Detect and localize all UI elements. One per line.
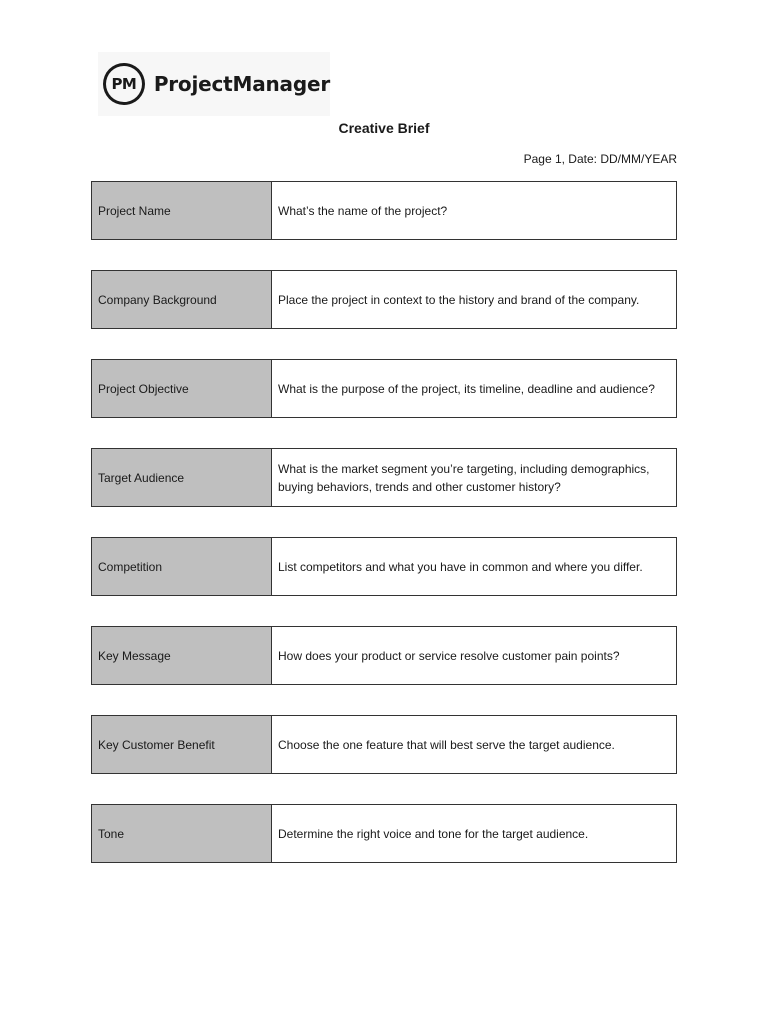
row-value-field[interactable]: What is the purpose of the project, its timeline, deadline and audience? [272,360,676,417]
brief-row-target-audience [91,448,677,507]
row-label: Key Message [92,627,272,684]
brief-row-company-background [91,270,677,329]
row-value-field[interactable]: List competitors and what you have in common and where you differ. [272,538,676,595]
row-value-field[interactable]: Place the project in context to the history and brand of the company. [272,271,676,328]
page-date-meta: Page 1, Date: DD/MM/YEAR [523,152,677,166]
logo-text: ProjectManager [153,72,330,96]
row-label: Target Audience [92,449,272,506]
row-value-field[interactable]: What’s the name of the project? [272,182,676,239]
brief-table [91,181,677,893]
row-label: Tone [92,805,272,862]
brief-row-tone [91,804,677,863]
brief-row-competition [91,537,677,596]
row-value-field[interactable]: What is the market segment you’re targeting, including demographics, buying behaviors, trends and other customer history? [272,449,676,506]
brief-row-project-name [91,181,677,240]
document-title: Creative Brief [338,120,430,136]
brief-row-key-customer-benefit [91,715,677,774]
row-label: Project Name [92,182,272,239]
brief-row-project-objective [91,359,677,418]
row-label: Project Objective [92,360,272,417]
row-value-field[interactable]: How does your product or service resolve customer pain points? [272,627,676,684]
row-value-field[interactable]: Choose the one feature that will best serve the target audience. [272,716,676,773]
row-label: Competition [92,538,272,595]
row-label: Key Customer Benefit [92,716,272,773]
row-label: Company Background [92,271,272,328]
logo-mark-icon: PM [103,63,145,105]
logo [98,52,330,116]
brief-row-key-message [91,626,677,685]
row-value-field[interactable]: Determine the right voice and tone for the target audience. [272,805,676,862]
